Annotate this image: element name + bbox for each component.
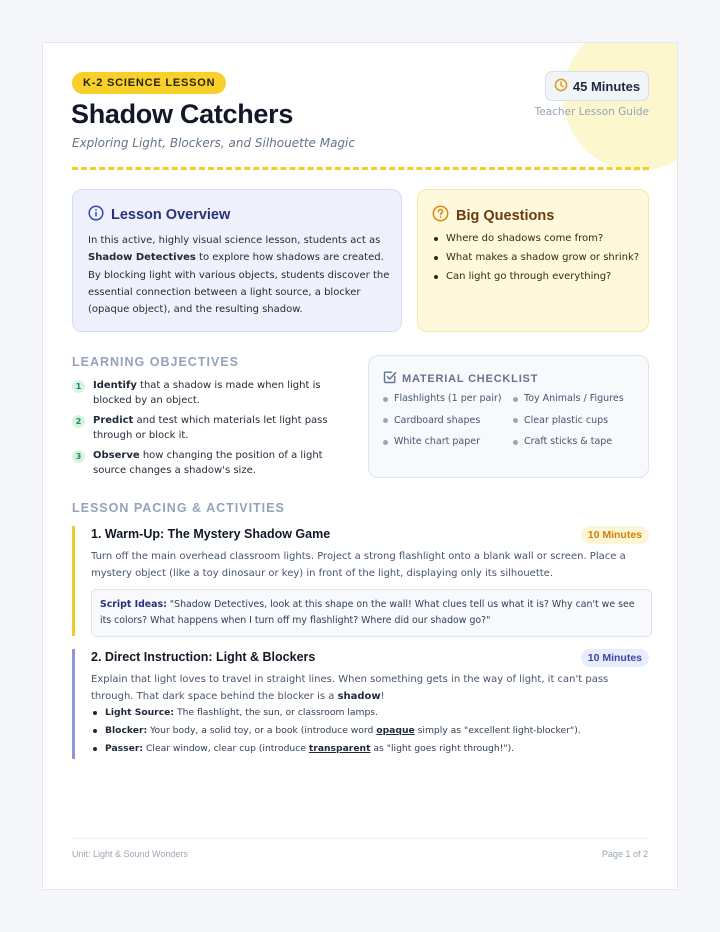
- script-label: Script Ideas:: [100, 599, 167, 610]
- guide-label: Teacher Lesson Guide: [534, 106, 649, 118]
- footer-page-number: Page 1 of 2: [601, 849, 648, 859]
- list-item: Flashlights (1 per pair): [383, 392, 513, 406]
- lesson-pacing-heading: LESSON PACING & ACTIVITIES: [72, 501, 285, 515]
- concept-list: [91, 706, 651, 760]
- step-number: 2: [72, 415, 85, 428]
- page-title: Shadow Catchers: [71, 99, 294, 129]
- list-item: 3 Observe how changing the position of a light source changes a shadow's size.: [72, 449, 352, 478]
- list-item: Craft sticks & tape: [513, 435, 639, 449]
- page-subtitle: Exploring Light, Blockers, and Silhouette Magic: [72, 136, 355, 150]
- list-item: Light Source: The flashlight, the sun, or classroom lamps.: [91, 706, 651, 720]
- big-questions-list: [432, 232, 644, 289]
- list-item: White chart paper: [383, 435, 513, 449]
- list-item: Where do shadows come from?: [432, 232, 644, 247]
- list-item: 1 Identify that a shadow is made when light is blocked by an object.: [72, 379, 352, 408]
- activity-time-badge: 10 Minutes: [581, 526, 649, 544]
- list-item: Cardboard shapes: [383, 414, 513, 428]
- step-number: 1: [72, 380, 85, 393]
- list-item: Blocker: Your body, a solid toy, or a book (introduce word opaque simply as "excellent light-blocker").: [91, 724, 651, 738]
- info-icon: [88, 205, 104, 225]
- big-questions-card: [417, 189, 649, 332]
- question-icon: [432, 205, 449, 226]
- lesson-overview-title: Lesson Overview: [111, 207, 231, 223]
- checkbox-icon: [383, 370, 397, 387]
- activity-description: Explain that light loves to travel in straight lines. When something gets in the way of light, it can't pass through. That dark space behind the blocker is a shadow!: [91, 674, 609, 703]
- learning-objectives-heading: LEARNING OBJECTIVES: [72, 355, 239, 369]
- activity-direct-instruction: [72, 649, 649, 759]
- list-item: Clear plastic cups: [513, 414, 639, 428]
- clock-icon: [554, 78, 568, 95]
- big-questions-title: Big Questions: [456, 207, 555, 224]
- duration-text: 45 Minutes: [572, 78, 641, 94]
- script-ideas-box: [91, 589, 652, 637]
- vocab-word: opaque: [376, 725, 415, 736]
- duration-badge: [545, 71, 649, 101]
- lesson-overview-card: [72, 189, 402, 332]
- vocab-word: transparent: [308, 743, 371, 754]
- lesson-overview-heading: [88, 205, 230, 225]
- step-number: 3: [72, 450, 85, 463]
- material-checklist-title: MATERIAL CHECKLIST: [402, 372, 539, 385]
- activity-time-badge: 10 Minutes: [581, 649, 649, 667]
- lesson-overview-text: In this active, highly visual science lesson, students act as Shadow Detectives to explore how shadows are created. By blocking light with various objects, students discover the essential connection between a light source, a blocker (opaque object), and the resulting shadow.: [88, 235, 390, 316]
- footer-unit: Unit: Light & Sound Wonders: [72, 849, 188, 859]
- materials-grid: [383, 392, 639, 449]
- activity-title: 1. Warm-Up: The Mystery Shadow Game: [91, 527, 331, 541]
- dashed-divider: [72, 167, 649, 170]
- list-item: What makes a shadow grow or shrink?: [432, 251, 644, 266]
- footer-divider: [72, 838, 649, 839]
- script-text: "Shadow Detectives, look at this shape on the wall! What clues tell us what it is? Why can't we see its colors? What happens when I turn off my flashlight? Where did our shadow go?": [100, 599, 635, 626]
- activity-title: 2. Direct Instruction: Light & Blockers: [91, 650, 316, 664]
- activity-description: Turn off the main overhead classroom lights. Project a strong flashlight onto a blank wall or screen. Place a mystery object (like a toy dinosaur or key) in front of the light, displaying only its silhouette.: [91, 551, 626, 580]
- list-item: Passer: Clear window, clear cup (introduce transparent as "light goes right through!").: [91, 742, 651, 756]
- list-item: Can light go through everything?: [432, 270, 644, 285]
- list-item: 2 Predict and test which materials let light pass through or block it.: [72, 414, 352, 443]
- material-checklist-heading: [383, 370, 538, 387]
- list-item: Toy Animals / Figures: [513, 392, 639, 406]
- highlight-term: Shadow Detectives: [88, 252, 196, 264]
- big-questions-heading: [432, 205, 554, 226]
- lesson-page: [42, 42, 678, 890]
- objectives-list: [72, 379, 352, 484]
- grade-badge: K-2 SCIENCE LESSON: [72, 72, 226, 94]
- material-checklist-card: [368, 355, 649, 478]
- activity-warm-up: [72, 526, 649, 636]
